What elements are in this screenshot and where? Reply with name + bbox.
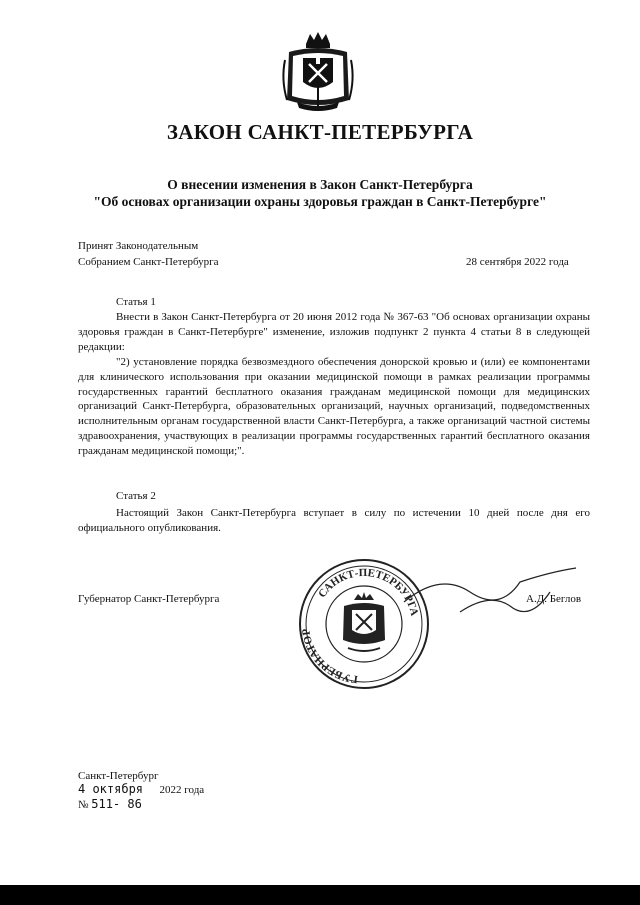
seal-text-left: ГУБЕРНАТОР	[300, 627, 359, 686]
subtitle-line-2: "Об основах организации охраны здоровья граждан в Санкт-Петербурге"	[93, 194, 547, 209]
governor-seal	[296, 556, 432, 692]
signing-date-handwritten: 4 октября	[78, 782, 144, 796]
signing-year: 2022 года	[159, 784, 205, 796]
document-title: ЗАКОН САНКТ-ПЕТЕРБУРГА	[166, 120, 474, 144]
adoption-date: 28 сентября 2022 года	[466, 256, 569, 268]
article-2-paragraph-1: Настоящий Закон Санкт-Петербурга вступает в силу по истечении 10 дней после дня его официального опубликования.	[78, 507, 590, 534]
subtitle-line-1: О внесении изменения в Закон Санкт-Петербурга	[167, 177, 473, 192]
signatory-name: А.Д. Беглов	[526, 593, 582, 605]
article-1-paragraph-2: "2) установление порядка безвозмездного обеспечения донорской кровью и (или) ее компонентами для клинического использования при оказании медицинской помощи в рамках реализации программы государственных гарантий бесплатного оказания гражданам медицинской помощи для медицинских организаций Санкт-Петербурга, образовательных организаций, научных организаций, подведомственных исполнительным органам государственной власти Санкт-Петербурга, а также организаций частной системы здравоохранения, участвующих в реализации программы государственных гарантий бесплатного оказания гражданам медицинской помощи;".	[78, 356, 590, 457]
adoption-line-2: Собранием Санкт-Петербурга	[78, 256, 219, 268]
article-1-paragraph-1: Внести в Закон Санкт-Петербурга от 20 июня 2012 года № 367-63 "Об основах организации охраны здоровья граждан в Санкт-Петербурге" изменение, изложив подпункт 2 пункта 4 статьи 8 в следующей редакции:	[78, 311, 590, 353]
scan-bottom-border	[0, 885, 640, 905]
signatory-position: Губернатор Санкт-Петербурга	[78, 593, 220, 605]
law-number-prefix: №	[78, 799, 89, 811]
law-number	[78, 797, 142, 811]
seal-text-top: САНКТ-ПЕТЕРБУРГА	[316, 566, 421, 618]
coat-of-arms-emblem	[279, 30, 357, 112]
adoption-line-1: Принят Законодательным	[78, 240, 199, 252]
signing-place: Санкт-Петербург	[78, 770, 159, 782]
adoption-note	[78, 238, 219, 270]
law-number-handwritten: 511- 86	[91, 797, 142, 811]
signing-date	[78, 782, 204, 796]
article-2-heading: Статья 2	[116, 490, 156, 502]
article-1-heading: Статья 1	[116, 296, 156, 308]
